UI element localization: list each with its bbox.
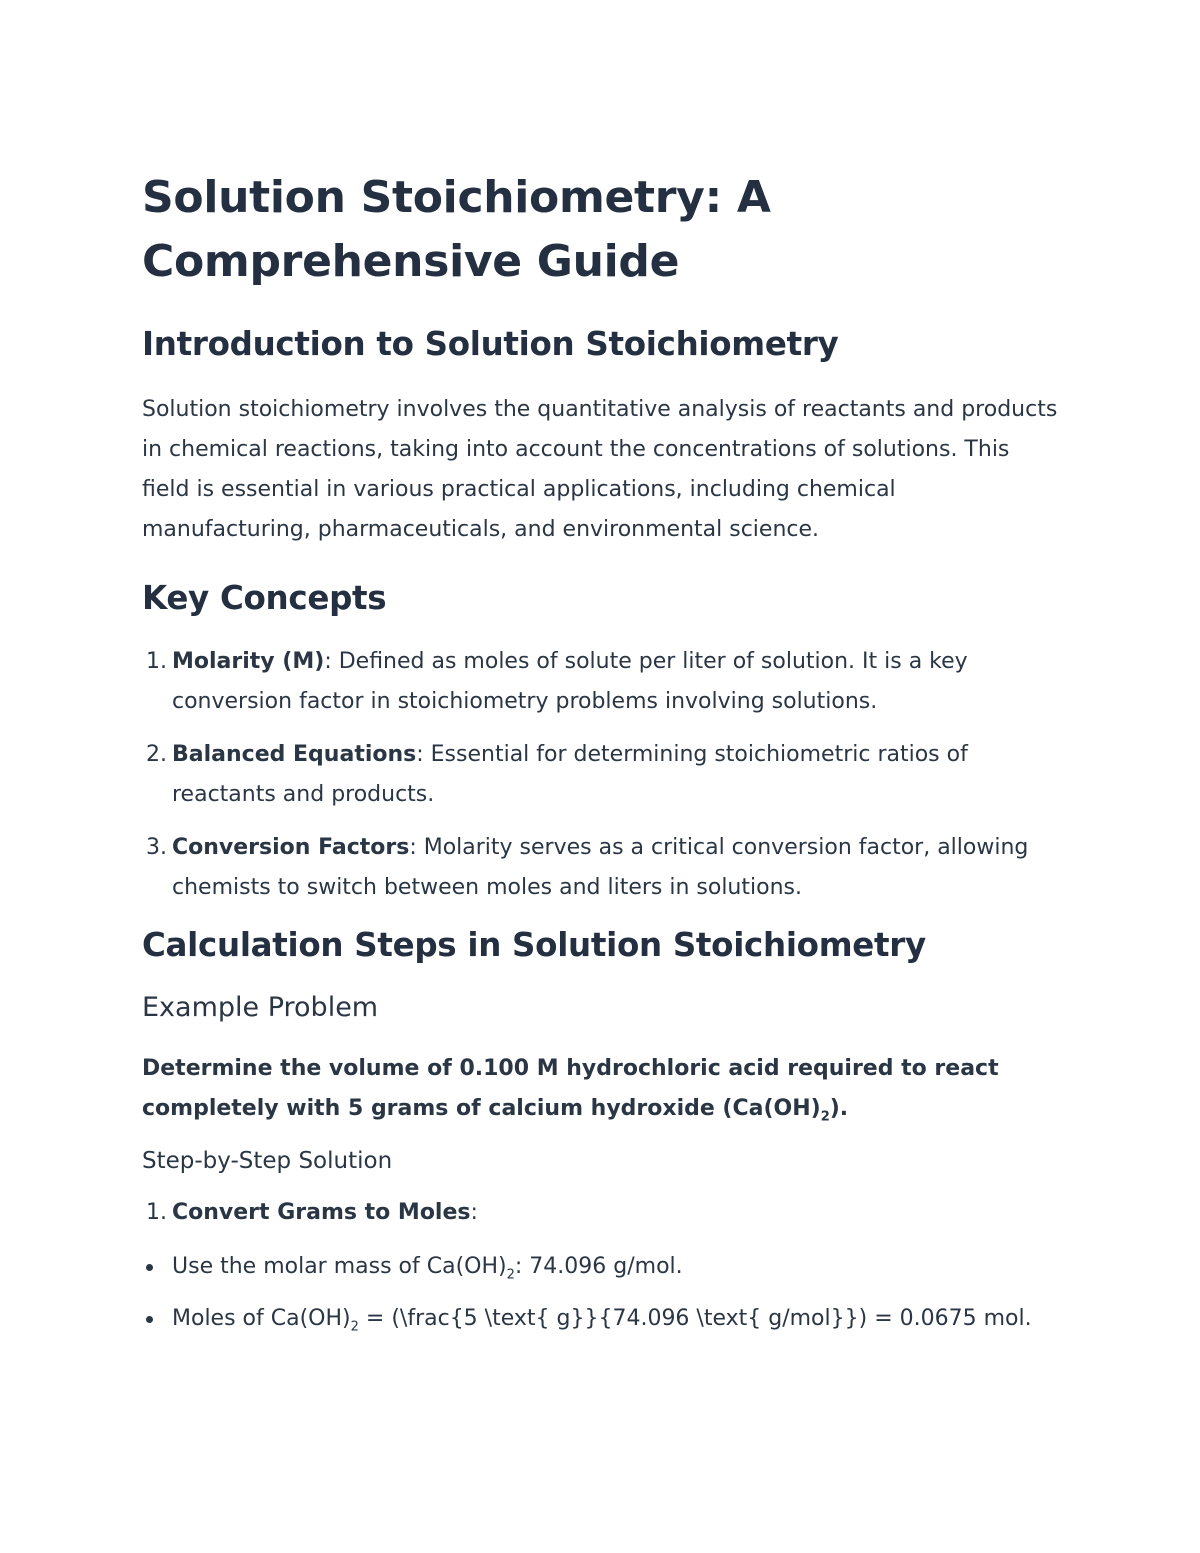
list-item xyxy=(142,735,1060,815)
concept-text: : Molarity serves as a critical conversion factor, allowing chemists to switch between moles and liters in solutions. xyxy=(172,835,1029,900)
intro-heading: Introduction to Solution Stoichiometry xyxy=(142,325,839,363)
key-concepts-heading: Key Concepts xyxy=(142,579,387,617)
list-number: 1. xyxy=(146,1200,167,1225)
concept-term: Conversion Factors xyxy=(172,835,410,860)
list-number: 3. xyxy=(146,835,167,860)
step-label: Convert Grams to Moles xyxy=(172,1200,471,1225)
intro-paragraph: Solution stoichiometry involves the quantitative analysis of reactants and products in chemical reactions, taking into account the concentrations of solutions. This field is essential in various practical applications, including chemical manufacturing, pharmaceuticals, and environmental science. xyxy=(142,397,1058,542)
calculation-heading: Calculation Steps in Solution Stoichiometry xyxy=(142,926,926,964)
bullet-text-end: = (\frac{5 \text{ g}}{74.096 \text{ g/mol}}) = 0.0675 mol. xyxy=(358,1306,1032,1331)
list-item xyxy=(142,1247,1060,1287)
subscript: 2 xyxy=(350,1319,359,1335)
list-item xyxy=(142,828,1060,908)
document-title: Solution Stoichiometry: A Comprehensive Guide xyxy=(142,172,771,287)
bullet-icon xyxy=(146,1316,153,1323)
concept-text: : Defined as moles of solute per liter of solution. It is a key conversion factor in stoichiometry problems involving solutions. xyxy=(172,649,968,714)
bullet-text: Use the molar mass of Ca(OH) xyxy=(172,1254,507,1279)
list-item xyxy=(142,1193,1060,1233)
bullet-text: Moles of Ca(OH) xyxy=(172,1306,351,1331)
list-number: 2. xyxy=(146,742,167,767)
problem-statement xyxy=(142,1049,1060,1129)
subscript: 2 xyxy=(820,1109,830,1125)
problem-text: Determine the volume of 0.100 M hydrochloric acid required to react completely with 5 grams of calcium hydroxide (Ca(OH) xyxy=(142,1056,999,1121)
key-concepts-list xyxy=(142,642,1060,908)
problem-text-end: ). xyxy=(829,1096,849,1121)
step-suffix: : xyxy=(470,1200,478,1225)
bullet-icon xyxy=(146,1264,153,1271)
list-item xyxy=(142,642,1060,722)
list-item xyxy=(142,1299,1060,1339)
bullet-text-end: : 74.096 g/mol. xyxy=(514,1254,683,1279)
step-heading: Step-by-Step Solution xyxy=(142,1148,393,1174)
example-heading: Example Problem xyxy=(142,992,379,1023)
subscript: 2 xyxy=(506,1267,515,1283)
concept-text: : Essential for determining stoichiometric ratios of reactants and products. xyxy=(172,742,968,807)
list-number: 1. xyxy=(146,649,167,674)
step-bullets xyxy=(142,1247,1060,1339)
concept-term: Molarity (M) xyxy=(172,649,325,674)
concept-term: Balanced Equations xyxy=(172,742,417,767)
steps-list xyxy=(142,1193,1060,1233)
